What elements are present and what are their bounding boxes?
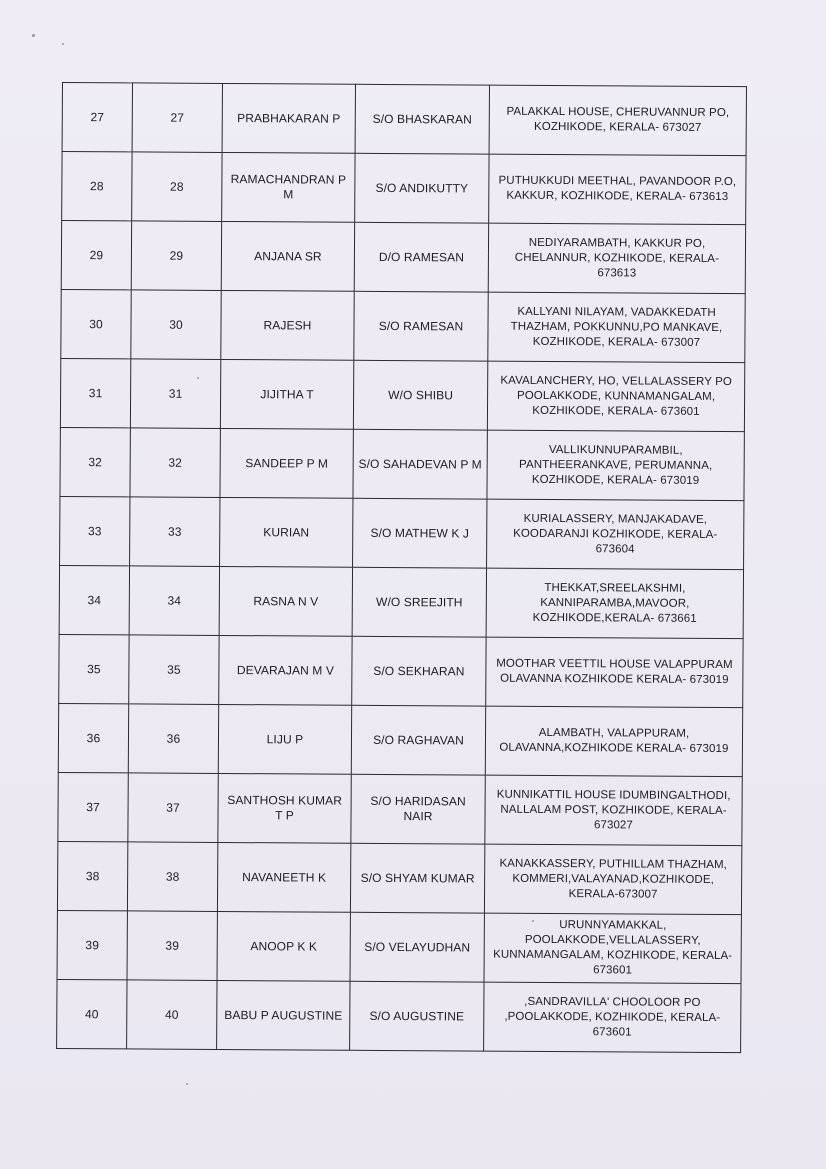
scan-speck — [62, 43, 64, 45]
member-number-cell: 32 — [130, 428, 220, 498]
member-number-cell: 28 — [132, 152, 222, 222]
relation-cell: S/O SAHADEVAN P M — [353, 429, 487, 499]
address-cell: NEDIYARAMBATH, KAKKUR PO, CHELANNUR, KOZHIKODE, KERALA- 673613 — [488, 223, 745, 294]
serial-number-cell: 34 — [59, 565, 129, 634]
member-name-cell: ANJANA SR — [221, 221, 354, 291]
member-name-cell: SANTHOSH KUMAR T P — [218, 773, 351, 843]
address-cell: KAVALANCHERY, HO, VELLALASSERY PO POOLAKKODE, KUNNAMANGALAM, KOZHIKODE, KERALA- 673601 — [487, 361, 744, 432]
table-row — [62, 152, 746, 225]
relation-cell: W/O SREEJITH — [352, 567, 486, 637]
member-name-cell: BABU P AUGUSTINE — [217, 980, 350, 1050]
member-number-cell: 36 — [128, 704, 218, 774]
table-row — [60, 358, 744, 431]
member-number-cell: 38 — [127, 842, 217, 912]
member-name-cell: ANOOP K K — [217, 911, 350, 981]
serial-number-cell: 32 — [60, 427, 130, 496]
member-list-body — [57, 83, 747, 1053]
scan-speck — [186, 1083, 188, 1085]
member-name-cell: DEVARAJAN M V — [219, 635, 352, 705]
address-cell: MOOTHAR VEETTIL HOUSE VALAPPURAM OLAVANNA KOZHIKODE KERALA- 673019 — [486, 637, 743, 708]
address-cell: URUNNYAMAKKAL, POOLAKKODE,VELLALASSERY, KUNNAMANGALAM, KOZHIKODE, KERALA- 673601 — [484, 913, 741, 984]
table-row — [58, 703, 742, 776]
table-row — [57, 979, 741, 1052]
serial-number-cell: 30 — [61, 289, 131, 358]
member-name-cell: NAVANEETH K — [217, 842, 350, 912]
serial-number-cell: 29 — [61, 221, 131, 290]
serial-number-cell: 35 — [59, 634, 129, 703]
relation-cell: S/O VELAYUDHAN — [350, 912, 484, 982]
serial-number-cell: 36 — [58, 703, 128, 772]
member-number-cell: 40 — [127, 980, 217, 1050]
table-row — [57, 910, 741, 983]
table-row — [61, 221, 745, 294]
table-row — [61, 289, 745, 362]
member-name-cell: PRABHAKARAN P — [222, 83, 355, 153]
relation-cell: S/O AUGUSTINE — [350, 981, 484, 1051]
serial-number-cell: 40 — [57, 979, 127, 1048]
relation-cell: S/O HARIDASAN NAIR — [351, 774, 485, 844]
relation-cell: S/O RAGHAVAN — [351, 705, 485, 775]
serial-number-cell: 31 — [60, 358, 130, 427]
relation-cell: S/O SHYAM KUMAR — [350, 843, 484, 913]
relation-cell: S/O MATHEW K J — [353, 498, 487, 568]
member-name-cell: JIJITHA T — [220, 359, 353, 429]
relation-cell: S/O SEKHARAN — [352, 636, 486, 706]
member-number-cell: 30 — [131, 290, 221, 360]
relation-cell: S/O BHASKARAN — [355, 84, 489, 154]
serial-number-cell: 33 — [60, 496, 130, 565]
address-cell: PALAKKAL HOUSE, CHERUVANNUR PO, KOZHIKODE, KERALA- 673027 — [489, 85, 746, 156]
table-row — [60, 427, 744, 500]
table-row — [59, 565, 743, 638]
relation-cell: D/O RAMESAN — [354, 222, 488, 292]
member-number-cell: 31 — [130, 359, 220, 429]
serial-number-cell: 37 — [58, 772, 128, 841]
table-row — [59, 634, 743, 707]
member-number-cell: 35 — [129, 635, 219, 705]
address-cell: KALLYANI NILAYAM, VADAKKEDATH THAZHAM, POKKUNNU,PO MANKAVE, KOZHIKODE, KERALA- 673007 — [488, 292, 745, 363]
table-row — [58, 772, 742, 845]
relation-cell: W/O SHIBU — [353, 360, 487, 430]
member-name-cell: SANDEEP P M — [220, 428, 353, 498]
table-row — [60, 496, 744, 569]
member-list-table — [56, 82, 747, 1053]
address-cell: VALLIKUNNUPARAMBIL, PANTHEERANKAVE, PERUMANNA, KOZHIKODE, KERALA- 673019 — [487, 430, 744, 501]
scan-speck — [32, 34, 35, 37]
serial-number-cell: 28 — [62, 152, 132, 221]
address-cell: THEKKAT,SREELAKSHMI, KANNIPARAMBA,MAVOOR, KOZHIKODE,KERALA- 673661 — [486, 568, 743, 639]
member-number-cell: 27 — [132, 83, 222, 153]
relation-cell: S/O RAMESAN — [354, 291, 488, 361]
serial-number-cell: 38 — [57, 841, 127, 910]
address-cell: ALAMBATH, VALAPPURAM, OLAVANNA,KOZHIKODE KERALA- 673019 — [485, 706, 742, 777]
table-row — [62, 83, 746, 156]
relation-cell: S/O ANDIKUTTY — [355, 153, 489, 223]
member-name-cell: RAMACHANDRAN P M — [222, 152, 355, 222]
member-name-cell: RAJESH — [221, 290, 354, 360]
member-name-cell: KURIAN — [220, 497, 353, 567]
member-name-cell: LIJU P — [218, 704, 351, 774]
member-number-cell: 34 — [129, 566, 219, 636]
address-cell: ,SANDRAVILLA' CHOOLOOR PO ,POOLAKKODE, KOZHIKODE, KERALA- 673601 — [484, 982, 741, 1053]
address-cell: PUTHUKKUDI MEETHAL, PAVANDOOR P.O, KAKKUR, KOZHIKODE, KERALA- 673613 — [489, 154, 746, 225]
serial-number-cell: 39 — [57, 910, 127, 979]
member-number-cell: 37 — [128, 773, 218, 843]
table-row — [57, 841, 741, 914]
member-number-cell: 33 — [130, 497, 220, 567]
address-cell: KURIALASSERY, MANJAKADAVE, KOODARANJI KOZHIKODE, KERALA- 673604 — [487, 499, 744, 570]
member-number-cell: 39 — [127, 911, 217, 981]
member-name-cell: RASNA N V — [219, 566, 352, 636]
member-number-cell: 29 — [131, 221, 221, 291]
serial-number-cell: 27 — [62, 83, 132, 152]
address-cell: KANAKKASSERY, PUTHILLAM THAZHAM, KOMMERI,VALAYANAD,KOZHIKODE, KERALA-673007 — [484, 844, 741, 915]
address-cell: KUNNIKATTIL HOUSE IDUMBINGALTHODI, NALLALAM POST, KOZHIKODE, KERALA- 673027 — [485, 775, 742, 846]
